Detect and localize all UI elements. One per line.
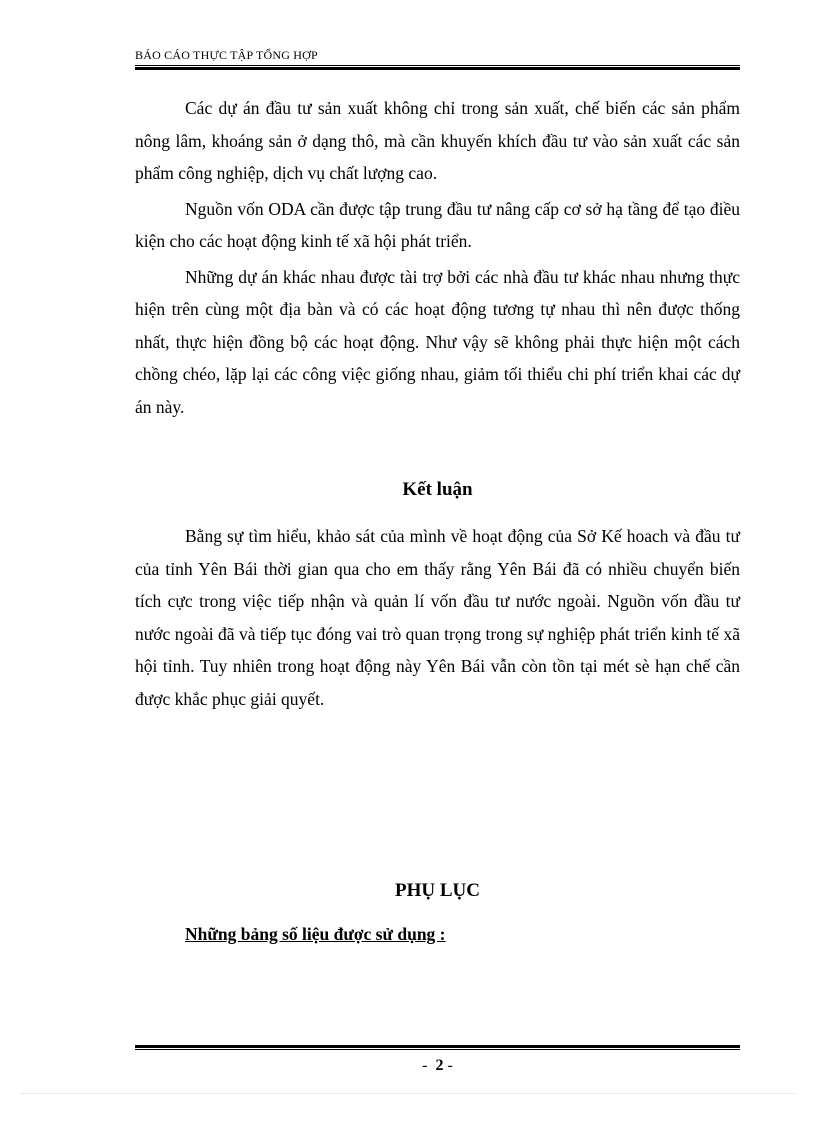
paragraph-production-projects: Các dự án đầu tư sản xuất không chỉ trong sản xuất, chế biến các sản phẩm nông lâm, khoáng sản ở dạng thô, mà cần khuyến khích đầu tư vào sản xuất các sản phẩm công nghiệp, dịch vụ chất lượng cao. <box>135 98 740 183</box>
header-rule <box>135 65 740 70</box>
header-title: BÁO CÁO THỰC TẬP TỔNG HỢP <box>135 48 318 62</box>
page-number-suffix: - <box>443 1057 453 1074</box>
footer-rule <box>135 1045 740 1050</box>
appendix-subheading: Những bảng số liệu được sử dụng : <box>185 924 446 944</box>
paragraph-oda-capital: Nguồn vốn ODA cần được tập trung đầu tư nâng cấp cơ sở hạ tầng để tạo điều kiện cho các hoạt động kinh tế xã hội phát triển. <box>135 198 740 251</box>
conclusion-body <box>135 520 740 715</box>
body-text <box>135 92 740 426</box>
page-header <box>135 47 740 70</box>
page-number <box>135 1056 740 1076</box>
page-number-prefix: - <box>422 1057 436 1074</box>
conclusion-heading: Kết luận <box>402 479 473 500</box>
conclusion-paragraph: Bằng sự tìm hiểu, khảo sát của mình về hoạt động của Sở Kế hoach và đầu tư của tỉnh Yên Bái thời gian qua cho em thấy rằng Yên Bái đã có nhiều chuyển biến tích cực trong việc tiếp nhận và quản lí vốn đầu tư nước ngoài. Nguồn vốn đầu tư nước ngoài đã và tiếp tục đóng vai trò quan trọng trong sự nghiệp phát triển kinh tế xã hội tỉnh. Tuy nhiên trong hoạt động này Yên Bái vẫn còn tồn tại mét sè hạn chế cần được khắc phục giải quyết. <box>135 526 740 709</box>
page-bottom-border <box>20 1093 796 1094</box>
appendix-heading: PHỤ LỤC <box>395 880 480 901</box>
paragraph-coordination: Những dự án khác nhau được tài trợ bởi các nhà đầu tư khác nhau nhưng thực hiện trên cùng một địa bàn và có các hoạt động tương tự nhau thì nên được thống nhất, thực hiện đồng bộ các hoạt động. Như vậy sẽ không phải thực hiện một cách chồng chéo, lặp lại các công việc giống nhau, giảm tối thiểu chi phí triển khai các dự án này. <box>135 266 740 417</box>
page-number-value: 2 <box>435 1057 444 1074</box>
